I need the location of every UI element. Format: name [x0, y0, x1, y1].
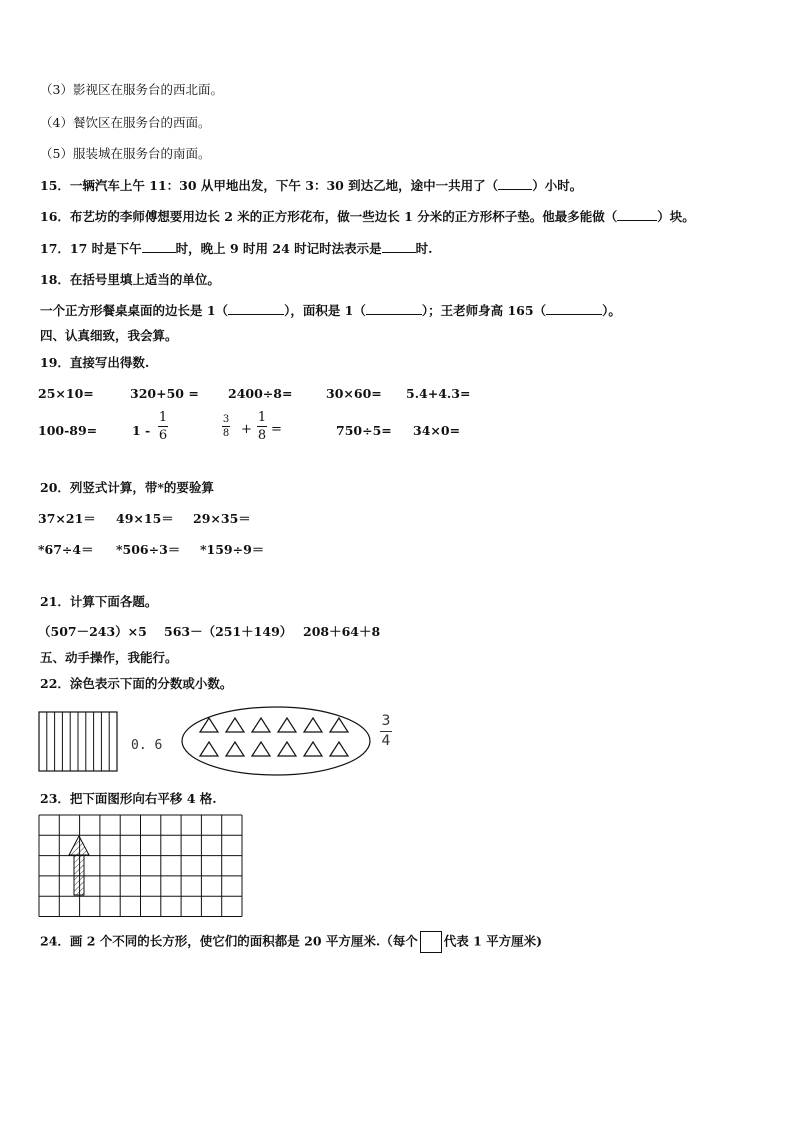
decimal-label: 0. 6 — [131, 738, 163, 753]
triangle — [252, 718, 270, 732]
fraction — [257, 410, 267, 443]
calc-item: *159÷9＝ — [200, 542, 265, 557]
question-21: 21．计算下面各题。 — [40, 594, 158, 609]
calc-item: 563－（251＋149） — [164, 624, 293, 639]
unit-square-icon — [420, 931, 442, 953]
triangle — [226, 718, 244, 732]
fraction-three-quarters — [380, 713, 392, 750]
fraction-numerator: 1 — [158, 410, 168, 425]
arrow-head — [69, 836, 89, 855]
arrow-shaft — [74, 855, 84, 895]
fraction — [158, 410, 168, 443]
fraction-bar — [380, 731, 392, 732]
triangle — [278, 718, 296, 732]
triangle — [200, 742, 218, 756]
fraction-numerator: 1 — [257, 410, 267, 425]
fraction-denominator: 8 — [257, 428, 267, 443]
calc-item-prefix: 1 - — [132, 423, 151, 438]
calc-item: 750÷5= — [336, 423, 392, 438]
calc-item: 29×35＝ — [193, 511, 251, 526]
answer-blank[interactable] — [498, 177, 532, 190]
equals-sign: = — [271, 422, 282, 437]
question-17-text-a: 17．17 时是下午 — [40, 241, 142, 256]
section-4-heading: 四、认真细致，我会算。 — [40, 328, 178, 343]
answer-blank[interactable] — [617, 208, 657, 221]
fraction-numerator: 3 — [381, 713, 391, 729]
calc-item: （507－243）×5 — [38, 624, 147, 639]
question-20: 20．列竖式计算，带*的要验算 — [40, 480, 214, 495]
question-18: 18．在括号里填上适当的单位。 — [40, 272, 220, 287]
triangle — [304, 742, 322, 756]
triangle — [226, 742, 244, 756]
fraction-bar — [257, 426, 267, 427]
question-18-text-b: ），面积是 1（ — [284, 303, 366, 318]
question-24-end: 代表 1 平方厘米) — [443, 933, 543, 949]
question-24-text: 24．画 2 个不同的长方形，使它们的面积都是 20 平方厘米.（每个 — [40, 933, 418, 949]
question-23: 23．把下面图形向右平移 4 格. — [40, 791, 217, 806]
calc-item: 49×15＝ — [116, 511, 174, 526]
question-19: 19．直接写出得数. — [40, 355, 150, 370]
plus-sign: + — [241, 422, 252, 437]
answer-blank[interactable] — [228, 302, 284, 315]
question-15-end: ）小时。 — [532, 178, 583, 193]
calc-item: 208＋64＋8 — [303, 624, 381, 639]
list-item-5: （5）服装城在服务台的南面。 — [40, 146, 211, 161]
question-17-text-b: 时，晚上 9 时用 24 时记时法表示是 — [175, 241, 382, 256]
calc-item: 30×60= — [326, 386, 382, 401]
translation-grid[interactable] — [38, 814, 244, 918]
answer-blank[interactable] — [366, 302, 422, 315]
question-22: 22．涂色表示下面的分数或小数。 — [40, 676, 233, 691]
fraction-numerator: 3 — [222, 414, 230, 425]
triangle — [330, 718, 348, 732]
question-17 — [40, 240, 433, 257]
question-16-text: 16．布艺坊的李师傅想要用边长 2 米的正方形花布，做一些边长 1 分米的正方形杯子垫。他最多能做（ — [40, 209, 618, 224]
fraction-denominator: 6 — [158, 428, 168, 443]
list-item-4: （4）餐饮区在服务台的西面。 — [40, 115, 211, 130]
rectangle-columns — [47, 712, 109, 771]
calc-item: 100-89= — [38, 423, 98, 438]
fraction — [222, 414, 230, 439]
question-18-text-c: ）；王老师身高 165（ — [421, 303, 547, 318]
fraction-denominator: 4 — [381, 733, 391, 749]
question-18-line — [40, 302, 621, 319]
striped-rectangle[interactable] — [38, 711, 120, 773]
grid-lines — [39, 815, 242, 917]
fraction-denominator: 8 — [222, 428, 230, 439]
section-5-heading: 五、动手操作，我能行。 — [40, 650, 178, 665]
calc-item: *67÷4＝ — [38, 542, 94, 557]
calc-item: 34×0= — [413, 423, 461, 438]
oval-outline — [182, 707, 370, 775]
answer-blank[interactable] — [546, 302, 602, 315]
question-17-text-c: 时. — [415, 241, 433, 256]
question-15-text: 15．一辆汽车上午 11：30 从甲地出发，下午 3：30 到达乙地，途中一共用了（ — [40, 178, 499, 193]
calc-item: 320+50 = — [130, 386, 199, 401]
question-18-text-d: ）。 — [602, 303, 621, 318]
calc-item: *506÷3＝ — [116, 542, 181, 557]
fraction-bar — [222, 426, 230, 427]
answer-blank[interactable] — [142, 240, 176, 253]
calc-item: 2400÷8= — [228, 386, 293, 401]
triangle — [252, 742, 270, 756]
question-16 — [40, 208, 695, 225]
calc-item: 37×21＝ — [38, 511, 96, 526]
question-15 — [40, 177, 582, 194]
oval-with-triangles[interactable] — [180, 705, 372, 777]
triangle — [278, 742, 296, 756]
list-item-3: （3）影视区在服务台的西北面。 — [40, 82, 223, 97]
triangle — [330, 742, 348, 756]
fraction-bar — [158, 426, 168, 427]
question-18-text-a: 一个正方形餐桌桌面的边长是 1（ — [40, 303, 229, 318]
answer-blank[interactable] — [382, 240, 416, 253]
triangle — [304, 718, 322, 732]
triangles — [200, 718, 348, 756]
calc-item: 25×10= — [38, 386, 94, 401]
question-16-end: ）块。 — [657, 209, 695, 224]
question-24 — [40, 931, 542, 953]
calc-item: 5.4+4.3= — [406, 386, 471, 401]
